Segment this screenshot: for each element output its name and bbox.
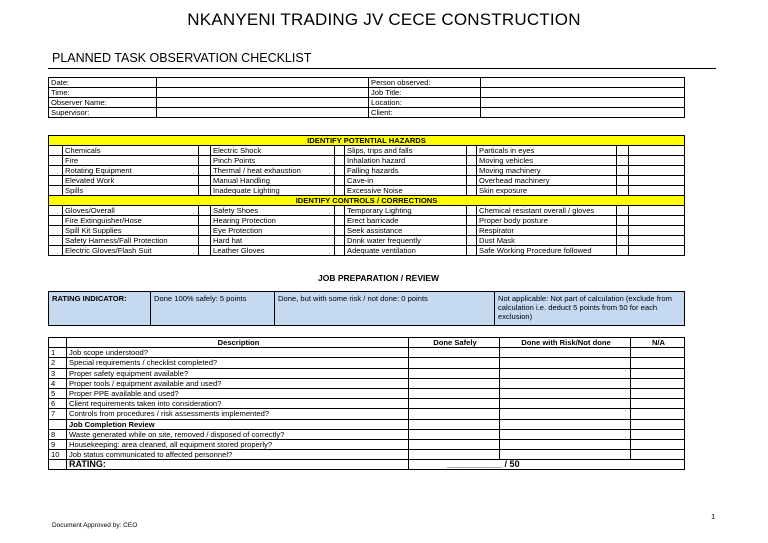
- checkbox-cell[interactable]: [617, 206, 629, 216]
- checkbox-cell[interactable]: [335, 186, 345, 196]
- done-safely-cell[interactable]: [409, 358, 500, 368]
- task-description: Proper safety equipment available?: [67, 368, 409, 378]
- done-risk-cell[interactable]: [500, 388, 631, 398]
- checkbox-cell[interactable]: [467, 226, 477, 236]
- task-row: [49, 358, 685, 368]
- info-input[interactable]: [157, 98, 369, 108]
- control-row: [49, 226, 685, 236]
- task-description: Job status communicated to affected personnel?: [67, 450, 409, 460]
- done-risk-cell[interactable]: [500, 450, 631, 460]
- hazard-item: Manual Handling: [211, 176, 335, 186]
- checkbox-cell[interactable]: [335, 216, 345, 226]
- checkbox-cell[interactable]: [199, 156, 211, 166]
- done-risk-cell[interactable]: [500, 358, 631, 368]
- task-row: [49, 450, 685, 460]
- task-row: [49, 388, 685, 398]
- checkbox-cell[interactable]: [617, 166, 629, 176]
- info-input[interactable]: [157, 78, 369, 88]
- checkbox-cell[interactable]: [335, 176, 345, 186]
- hazard-item: Rotating Equipment: [63, 166, 199, 176]
- rating-done-safely: Done 100% safely: 5 points: [151, 292, 275, 326]
- na-cell[interactable]: [631, 419, 685, 429]
- done-risk-cell[interactable]: [500, 409, 631, 419]
- hazard-item: Electric Shock: [211, 146, 335, 156]
- checkbox-cell[interactable]: [617, 146, 629, 156]
- checkbox-cell[interactable]: [49, 216, 63, 226]
- na-header: N/A: [631, 338, 685, 348]
- checkbox-cell[interactable]: [49, 186, 63, 196]
- done-risk-cell[interactable]: [500, 429, 631, 439]
- hazard-item: Inadequate Lighting: [211, 186, 335, 196]
- hazard-item: Excessive Noise: [345, 186, 467, 196]
- info-label: Job Title:: [369, 88, 481, 98]
- na-cell[interactable]: [631, 368, 685, 378]
- hazard-item: Slips, trips and falls: [345, 146, 467, 156]
- task-description: Job Completion Review: [67, 419, 409, 429]
- hazards-header: [49, 136, 685, 146]
- control-item: Safety Harness/Fall Protection: [63, 236, 199, 246]
- control-row: [49, 236, 685, 246]
- info-label: Date:: [49, 78, 157, 88]
- control-row: [49, 246, 685, 256]
- controls-header: [49, 196, 685, 206]
- control-item: Safety Shoes: [211, 206, 335, 216]
- info-label: Observer Name:: [49, 98, 157, 108]
- num-header: [49, 338, 67, 348]
- control-item: Spill Kit Supplies: [63, 226, 199, 236]
- hazard-item: Chemicals: [63, 146, 199, 156]
- task-description: Waste generated while on site, removed / disposed of correctly?: [67, 429, 409, 439]
- info-input[interactable]: [481, 98, 685, 108]
- hazard-item: Inhalation hazard: [345, 156, 467, 166]
- info-label: Time:: [49, 88, 157, 98]
- na-cell[interactable]: [631, 399, 685, 409]
- done-risk-cell[interactable]: [500, 368, 631, 378]
- info-row: [49, 88, 685, 98]
- rating-not-applicable: Not applicable: Not part of calculation (exclude from calculation i.e. deduct 5 points from 50 for each exclusion): [495, 292, 685, 326]
- checkbox-cell[interactable]: [467, 216, 477, 226]
- control-item: Electric Gloves/Flash Suit: [63, 246, 199, 256]
- checkbox-cell[interactable]: [617, 246, 629, 256]
- checkbox-cell[interactable]: [467, 176, 477, 186]
- task-description: Special requirements / checklist completed?: [67, 358, 409, 368]
- done-safely-header: Done Safely: [409, 338, 500, 348]
- done-safely-cell[interactable]: [409, 450, 500, 460]
- done-safely-cell[interactable]: [409, 378, 500, 388]
- task-description: Housekeeping: area cleaned, all equipment stored properly?: [67, 439, 409, 449]
- checkbox-cell[interactable]: [335, 236, 345, 246]
- hazard-item: Overhead machinery: [477, 176, 617, 186]
- task-row: [49, 399, 685, 409]
- checkbox-cell[interactable]: [335, 146, 345, 156]
- blank-cell: [629, 236, 685, 246]
- na-cell[interactable]: [631, 450, 685, 460]
- checkbox-cell[interactable]: [617, 156, 629, 166]
- info-table: [48, 77, 685, 118]
- hazards-controls-table: [48, 135, 685, 256]
- na-cell[interactable]: [631, 378, 685, 388]
- hazard-item: Pinch Points: [211, 156, 335, 166]
- blank-cell: [629, 146, 685, 156]
- control-row: [49, 206, 685, 216]
- control-item: Proper body posture: [477, 216, 617, 226]
- task-number: [49, 419, 67, 429]
- task-row: [49, 378, 685, 388]
- title-divider: [48, 68, 716, 69]
- checkbox-cell[interactable]: [335, 246, 345, 256]
- na-cell[interactable]: [631, 429, 685, 439]
- checkbox-cell[interactable]: [467, 186, 477, 196]
- checkbox-cell[interactable]: [49, 166, 63, 176]
- hazard-row: [49, 166, 685, 176]
- task-row: [49, 348, 685, 358]
- hazard-item: Fire: [63, 156, 199, 166]
- task-description: Client requirements taken into consideration?: [67, 399, 409, 409]
- control-item: Adequate ventilation: [345, 246, 467, 256]
- info-label: Location:: [369, 98, 481, 108]
- done-risk-cell[interactable]: [500, 439, 631, 449]
- form-title: PLANNED TASK OBSERVATION CHECKLIST: [52, 51, 312, 65]
- control-item: Erect barricade: [345, 216, 467, 226]
- checkbox-cell[interactable]: [467, 166, 477, 176]
- checkbox-cell[interactable]: [617, 236, 629, 246]
- na-cell[interactable]: [631, 348, 685, 358]
- done-safely-cell[interactable]: [409, 429, 500, 439]
- checkbox-cell[interactable]: [199, 216, 211, 226]
- control-item: Respirator: [477, 226, 617, 236]
- hazard-item: Moving machinery: [477, 166, 617, 176]
- control-item: Leather Gloves: [211, 246, 335, 256]
- checkbox-cell[interactable]: [335, 206, 345, 216]
- hazards-header-title: IDENTIFY POTENTIAL HAZARDS: [49, 136, 685, 146]
- task-row: [49, 439, 685, 449]
- task-description: Controls from procedures / risk assessments implemented?: [67, 409, 409, 419]
- control-item: Hearing Protection: [211, 216, 335, 226]
- blank-cell: [629, 166, 685, 176]
- rating-blank: [49, 460, 67, 470]
- checkbox-cell[interactable]: [335, 226, 345, 236]
- info-row: [49, 98, 685, 108]
- checkbox-cell[interactable]: [199, 236, 211, 246]
- done-safely-cell[interactable]: [409, 409, 500, 419]
- task-number: 2: [49, 358, 67, 368]
- checkbox-cell[interactable]: [467, 206, 477, 216]
- task-number: 5: [49, 388, 67, 398]
- task-number: 3: [49, 368, 67, 378]
- rating-row: [49, 460, 685, 470]
- info-input[interactable]: [481, 108, 685, 118]
- info-input[interactable]: [157, 88, 369, 98]
- done-safely-cell[interactable]: [409, 368, 500, 378]
- blank-cell: [629, 186, 685, 196]
- hazard-row: [49, 156, 685, 166]
- checkbox-cell[interactable]: [199, 166, 211, 176]
- rating-indicator-table: [48, 291, 685, 326]
- checkbox-cell[interactable]: [335, 156, 345, 166]
- rating-indicator-label: RATING INDICATOR:: [49, 292, 151, 326]
- checkbox-cell[interactable]: [335, 166, 345, 176]
- description-header: Description: [67, 338, 409, 348]
- control-item: Fire Extinguisher/Hose: [63, 216, 199, 226]
- blank-cell: [629, 246, 685, 256]
- info-row: [49, 78, 685, 88]
- done-risk-cell[interactable]: [500, 419, 631, 429]
- hazard-row: [49, 176, 685, 186]
- blank-cell: [629, 206, 685, 216]
- control-row: [49, 216, 685, 226]
- checkbox-cell[interactable]: [49, 146, 63, 156]
- checkbox-cell[interactable]: [467, 236, 477, 246]
- na-cell[interactable]: [631, 409, 685, 419]
- task-description: Job scope understood?: [67, 348, 409, 358]
- done-risk-header: Done with Risk/Not done: [500, 338, 631, 348]
- task-number: 10: [49, 450, 67, 460]
- task-number: 9: [49, 439, 67, 449]
- done-safely-cell[interactable]: [409, 388, 500, 398]
- done-risk-cell[interactable]: [500, 399, 631, 409]
- checkbox-cell[interactable]: [617, 226, 629, 236]
- checkbox-cell[interactable]: [199, 206, 211, 216]
- approval-note: Document Approved by: CEO: [52, 522, 138, 529]
- job-review-title: JOB PREPARATION / REVIEW: [318, 273, 440, 283]
- task-header-row: [49, 338, 685, 348]
- na-cell[interactable]: [631, 439, 685, 449]
- checkbox-cell[interactable]: [467, 156, 477, 166]
- task-description: Proper tools / equipment available and used?: [67, 378, 409, 388]
- checkbox-cell[interactable]: [199, 146, 211, 156]
- checkbox-cell[interactable]: [49, 226, 63, 236]
- task-number: 7: [49, 409, 67, 419]
- task-number: 8: [49, 429, 67, 439]
- task-row: [49, 409, 685, 419]
- checkbox-cell[interactable]: [617, 216, 629, 226]
- checkbox-cell[interactable]: [49, 236, 63, 246]
- control-item: Temporary Lighting: [345, 206, 467, 216]
- control-item: Gloves/Overall: [63, 206, 199, 216]
- controls-header-title: IDENTIFY CONTROLS / CORRECTIONS: [49, 196, 685, 206]
- hazard-item: Skin exposure: [477, 186, 617, 196]
- checkbox-cell[interactable]: [49, 206, 63, 216]
- checkbox-cell[interactable]: [49, 246, 63, 256]
- checkbox-cell[interactable]: [467, 146, 477, 156]
- blank-cell: [629, 156, 685, 166]
- done-safely-cell[interactable]: [409, 348, 500, 358]
- task-row: [49, 429, 685, 439]
- task-description: Proper PPE available and used?: [67, 388, 409, 398]
- hazard-item: Cave-in: [345, 176, 467, 186]
- checkbox-cell[interactable]: [49, 156, 63, 166]
- checkbox-cell[interactable]: [617, 186, 629, 196]
- task-number: 6: [49, 399, 67, 409]
- rating-label: RATING:: [67, 460, 409, 470]
- checkbox-cell[interactable]: [49, 176, 63, 186]
- checkbox-cell[interactable]: [199, 176, 211, 186]
- checkbox-cell[interactable]: [617, 176, 629, 186]
- control-item: Seek assistance: [345, 226, 467, 236]
- hazard-row: [49, 146, 685, 156]
- hazard-item: Spills: [63, 186, 199, 196]
- hazard-item: Falling hazards: [345, 166, 467, 176]
- control-item: Hard hat: [211, 236, 335, 246]
- task-checklist-table: [48, 337, 685, 470]
- checkbox-cell[interactable]: [467, 246, 477, 256]
- blank-cell: [629, 176, 685, 186]
- blank-cell: [629, 226, 685, 236]
- hazard-item: Moving vehicles: [477, 156, 617, 166]
- checkbox-cell[interactable]: [199, 246, 211, 256]
- info-input[interactable]: [481, 88, 685, 98]
- rating-done-risk: Done, but with some risk / not done: 0 points: [275, 292, 495, 326]
- info-input[interactable]: [481, 78, 685, 88]
- control-item: Drink water frequently: [345, 236, 467, 246]
- info-label: Supervisor:: [49, 108, 157, 118]
- hazard-item: Elevated Work: [63, 176, 199, 186]
- control-item: Chemical resistant overall / gloves: [477, 206, 617, 216]
- hazard-row: [49, 186, 685, 196]
- done-safely-cell[interactable]: [409, 439, 500, 449]
- task-row: [49, 368, 685, 378]
- checkbox-cell[interactable]: [199, 226, 211, 236]
- company-title: NKANYENI TRADING JV CECE CONSTRUCTION: [187, 10, 581, 29]
- na-cell[interactable]: [631, 358, 685, 368]
- hazard-item: Thermal / heat exhaustion: [211, 166, 335, 176]
- page-number: 1: [711, 512, 716, 521]
- info-label: Person observed:: [369, 78, 481, 88]
- task-number: 4: [49, 378, 67, 388]
- checkbox-cell[interactable]: [199, 186, 211, 196]
- done-safely-cell[interactable]: [409, 419, 500, 429]
- info-label: Client:: [369, 108, 481, 118]
- task-number: 1: [49, 348, 67, 358]
- control-item: Eye Protection: [211, 226, 335, 236]
- na-cell[interactable]: [631, 388, 685, 398]
- done-risk-cell[interactable]: [500, 378, 631, 388]
- hazard-item: Particals in eyes: [477, 146, 617, 156]
- done-safely-cell[interactable]: [409, 399, 500, 409]
- control-item: Safe Working Procedure followed: [477, 246, 617, 256]
- task-row: [49, 419, 685, 429]
- done-risk-cell[interactable]: [500, 348, 631, 358]
- info-row: [49, 108, 685, 118]
- info-input[interactable]: [157, 108, 369, 118]
- rating-score[interactable]: ___________ / 50: [409, 460, 685, 470]
- blank-cell: [629, 216, 685, 226]
- control-item: Dust Mask: [477, 236, 617, 246]
